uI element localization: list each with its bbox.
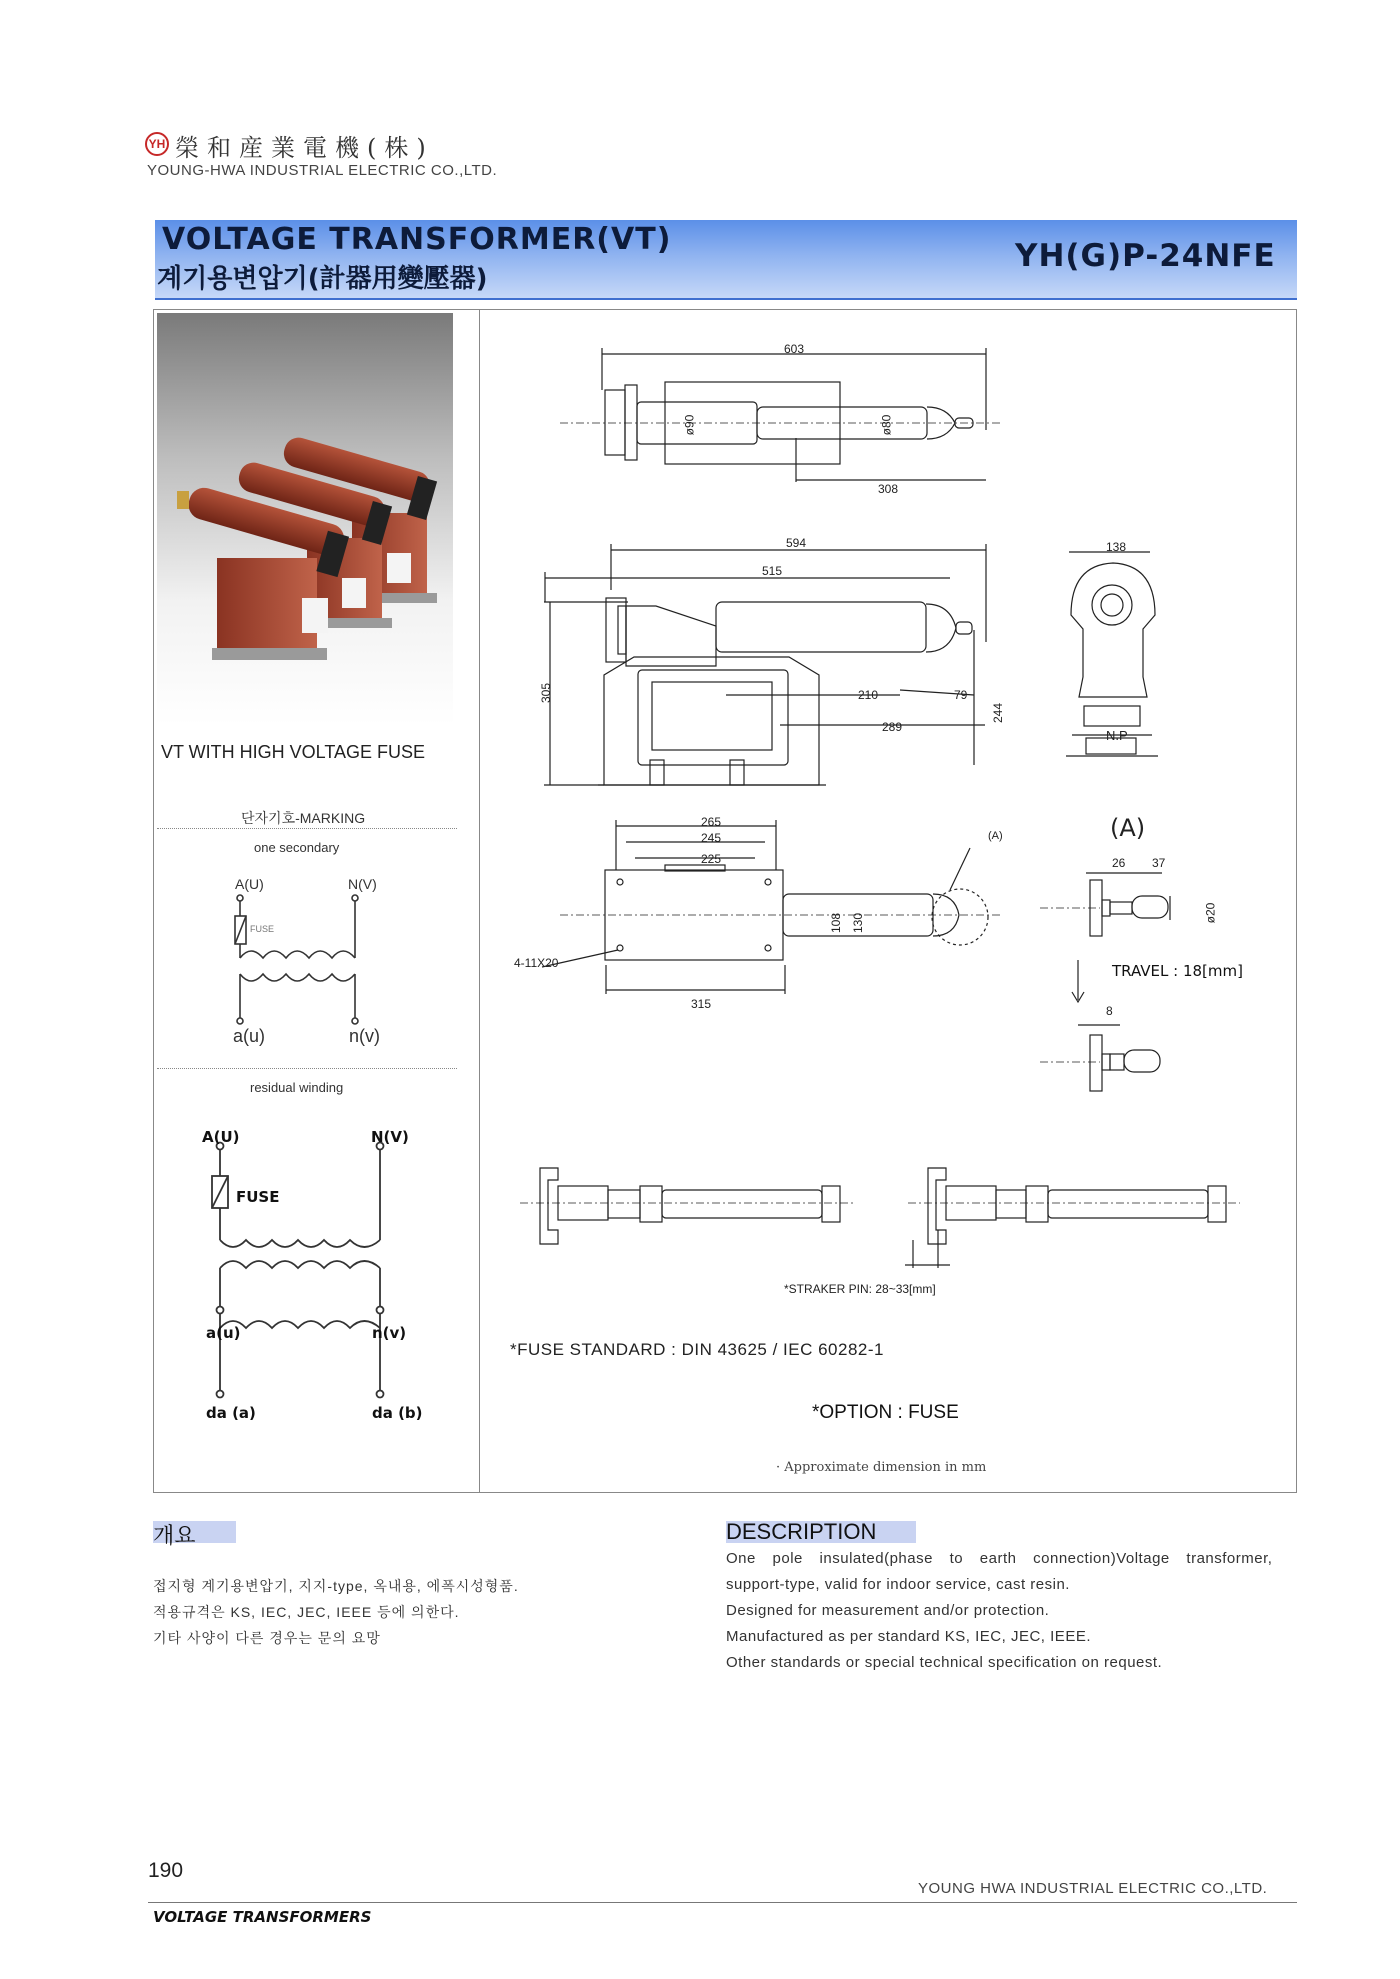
terminal-secondary-left: a(u) <box>206 1324 241 1342</box>
description-line: support-type, valid for indoor service, cast resin. <box>726 1576 1070 1593</box>
terminal-tertiary-left: da (a) <box>206 1404 256 1422</box>
terminal-primary-right: N(V) <box>348 876 377 892</box>
dim-length-308: 308 <box>878 482 899 496</box>
page-subtitle-korean: 계기용변압기(計器用變壓器) <box>157 264 488 294</box>
dim-8: 8 <box>1106 1004 1113 1018</box>
page-title: VOLTAGE TRANSFORMER(VT) <box>162 222 672 257</box>
residual-winding-label: residual winding <box>250 1080 344 1095</box>
terminal-tertiary-right: da (b) <box>372 1404 423 1422</box>
dim-inner-515: 515 <box>762 564 783 578</box>
residual-winding-wiring-diagram <box>200 1128 400 1418</box>
one-secondary-label: one secondary <box>254 840 340 855</box>
striker-pin-note: *STRAKER PIN: 28~33[mm] <box>784 1282 936 1296</box>
terminal-primary-left: A(U) <box>235 876 264 892</box>
company-name-cjk: 榮和産業電機(株) <box>175 134 434 162</box>
dim-130: 130 <box>851 912 866 934</box>
divider <box>157 828 457 829</box>
description-line: One pole insulated(phase to earth connection)Voltage transformer, <box>726 1550 1273 1567</box>
dim-108: 108 <box>829 912 844 934</box>
company-name-en: YOUNG-HWA INDUSTRIAL ELECTRIC CO.,LTD. <box>147 162 498 179</box>
model-code: YH(G)P-24NFE <box>1015 238 1276 274</box>
description-line: Designed for measurement and/or protection. <box>726 1602 1050 1619</box>
nameplate-label: N.P <box>1106 728 1128 743</box>
dim-height-305: 305 <box>539 682 554 704</box>
dim-315: 315 <box>691 997 712 1011</box>
dim-37: 37 <box>1152 856 1166 870</box>
one-secondary-wiring-diagram <box>220 868 380 1038</box>
fuse-standard-note: *FUSE STANDARD : DIN 43625 / IEC 60282-1 <box>510 1340 884 1359</box>
overview-line: 적용규격은 KS, IEC, JEC, IEEE 등에 의한다. <box>153 1604 460 1620</box>
product-photo <box>157 313 453 725</box>
fuse-label: FUSE <box>236 1188 280 1206</box>
dim-diameter-80: ø80 <box>879 414 894 436</box>
dim-overall-side: 594 <box>786 536 807 550</box>
travel-label: TRAVEL : 18[mm] <box>1112 962 1243 980</box>
terminal-secondary-right: n(v) <box>349 1026 380 1046</box>
terminal-secondary-left: a(u) <box>233 1026 266 1046</box>
dim-diameter-20: ø20 <box>1203 902 1218 924</box>
description-line: Other standards or special technical specification on request. <box>726 1654 1163 1671</box>
divider <box>157 1068 457 1069</box>
approx-dimension-note: · Approximate dimension in mm <box>776 1460 987 1475</box>
dim-26: 26 <box>1112 856 1126 870</box>
transformer-photo-illustration <box>157 313 453 725</box>
mounting-holes-label: 4-11X20 <box>514 956 559 970</box>
photo-caption: VT WITH HIGH VOLTAGE FUSE <box>161 742 426 762</box>
dim-289: 289 <box>882 720 903 734</box>
terminal-secondary-right: n(v) <box>372 1324 407 1342</box>
footer-section-title: VOLTAGE TRANSFORMERS <box>153 1908 372 1926</box>
description-line: Manufactured as per standard KS, IEC, JEC, IEEE. <box>726 1628 1091 1645</box>
dim-245: 245 <box>701 831 722 845</box>
terminal-primary-left: A(U) <box>202 1128 240 1146</box>
dim-225: 225 <box>701 852 722 866</box>
dim-width-138: 138 <box>1106 540 1127 554</box>
overview-line: 기타 사양이 다른 경우는 문의 요망 <box>153 1630 381 1646</box>
dim-210: 210 <box>858 688 879 702</box>
page-number: 190 <box>148 1859 184 1882</box>
dim-79: 79 <box>954 688 968 702</box>
footer-company: YOUNG HWA INDUSTRIAL ELECTRIC CO.,LTD. <box>918 1880 1268 1897</box>
footer-rule <box>148 1902 1297 1903</box>
company-logo: YH <box>145 132 169 156</box>
detail-a-title: (A) <box>1110 814 1146 842</box>
overview-heading: 개요 <box>153 1523 196 1548</box>
overview-line: 접지형 계기용변압기, 지지-type, 옥내용, 에폭시성형품. <box>153 1578 519 1594</box>
dim-244: 244 <box>991 702 1006 724</box>
dim-overall-top: 603 <box>784 342 805 356</box>
terminal-primary-right: N(V) <box>371 1128 409 1146</box>
dim-265: 265 <box>701 815 722 829</box>
description-heading: DESCRIPTION <box>726 1519 877 1544</box>
detail-reference: (A) <box>988 830 1003 842</box>
marking-title: 단자기호-MARKING <box>241 810 366 826</box>
fuse-label: FUSE <box>250 924 275 934</box>
dim-diameter-90: ø90 <box>682 414 697 436</box>
option-note: *OPTION : FUSE <box>812 1402 959 1423</box>
